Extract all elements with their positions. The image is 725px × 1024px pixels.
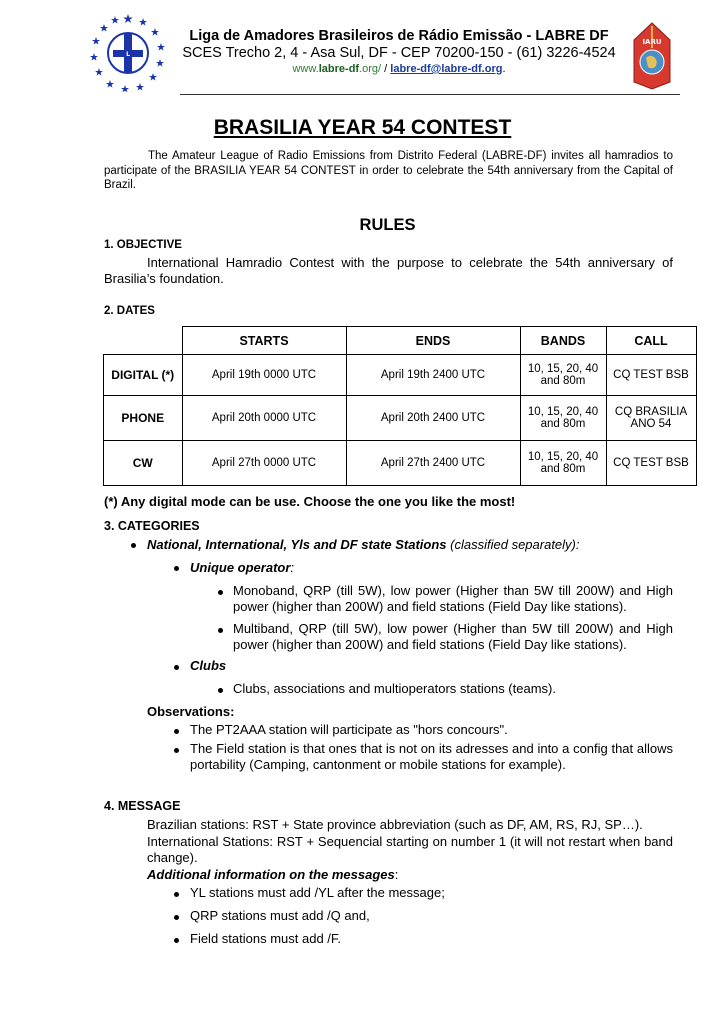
observation-item: The Field station is that ones that is not on its adresses and into a config that allows portability (Camping, cantonment or mobile stations for example). [190,741,673,772]
digital-mode-note: (*) Any digital mode can be use. Choose the one you like the most! [104,494,516,509]
message-rule-item: Field stations must add /F. [190,931,342,946]
category-unique-operator: Unique operator: [190,560,295,575]
observation-item: The PT2AAA station will participate as "hors concours". [190,722,508,737]
observations-label: Observations: [147,704,235,719]
bands-cell: 10, 15, 20, 40 and 80m [520,441,606,486]
international-stations-text: International Stations: RST + Sequencial starting on number 1 (it will not restart when band change). [147,834,673,865]
bullet [174,566,179,571]
intro-paragraph: The Amateur League of Radio Emissions from Distrito Federal (LABRE-DF) invites all hamradios to participate of the BRASILIA YEAR 54 CONTEST in order to celebrate the 54th anniversary from the Capital of Brazil. [104,150,673,191]
bullet [174,665,179,670]
bullet [174,748,179,753]
bands-cell: 10, 15, 20, 40 and 80m [520,355,606,396]
column-header-starts: STARTS [182,327,346,355]
multiband-item: Multiband, QRP (till 5W), low power (Higher than 5W till 200W) and High power (higher than 200W) and field stations (Field Day like stations). [233,621,673,652]
table-row [104,355,697,396]
bullet [131,543,136,548]
column-header-bands: BANDS [520,327,606,355]
message-heading: 4. MESSAGE [104,799,181,813]
starts-cell: April 27th 0000 UTC [182,441,346,486]
objective-text: International Hamradio Contest with the purpose to celebrate the 54th anniversary of Brasilia’s foundation. [104,255,673,286]
rules-heading: RULES [359,216,416,234]
monoband-item: Monoband, QRP (till 5W), low power (Higher than 5W till 200W) and High power (higher than 200W) and field stations (Field Day like stations). [233,583,673,614]
additional-info-label: Additional information on the messages: [147,867,399,882]
iaru-logo [632,22,672,90]
ends-cell: April 19th 2400 UTC [346,355,520,396]
organization-name: Liga de Amadores Brasileiros de Rádio Emissão - LABRE DF [189,28,609,44]
table-corner-cell [104,327,183,355]
table-header-row [104,327,697,355]
message-rule-item: QRP stations must add /Q and, [190,908,370,923]
bullet [174,729,179,734]
labre-logo [88,12,168,92]
bullet [218,590,223,595]
bullet [218,688,223,693]
contact-line: www.labre-df.org/ / labre-df@labre-df.org. [292,63,506,75]
bullet [174,915,179,920]
starts-cell: April 19th 0000 UTC [182,355,346,396]
svg-text:L: L [126,51,130,58]
dates-table [103,326,697,486]
message-rule-item: YL stations must add /YL after the message; [190,885,445,900]
row-label: PHONE [104,396,183,441]
row-label: DIGITAL (*) [104,355,183,396]
call-cell: CQ TEST BSB [606,355,696,396]
document-title: BRASILIA YEAR 54 CONTEST [213,116,512,139]
call-cell: CQ BRASILIA ANO 54 [606,396,696,441]
ends-cell: April 27th 2400 UTC [346,441,520,486]
category-national: National, International, Yls and DF state Stations (classified separately): [147,537,580,552]
starts-cell: April 20th 0000 UTC [182,396,346,441]
letterhead-text [172,28,626,77]
letterhead [88,12,696,96]
category-clubs: Clubs [190,658,227,673]
call-cell: CQ TEST BSB [606,441,696,486]
brazilian-stations-text: Brazilian stations: RST + State province abbreviation (such as DF, AM, RS, RJ, SP…). [147,817,643,832]
bands-cell: 10, 15, 20, 40 and 80m [520,396,606,441]
column-header-ends: ENDS [346,327,520,355]
objective-heading: 1. OBJECTIVE [104,239,182,251]
email-link[interactable]: labre-df@labre-df.org [390,63,503,75]
bullet [218,628,223,633]
dates-heading: 2. DATES [104,305,155,317]
categories-heading: 3. CATEGORIES [104,519,200,533]
website-link[interactable]: www.labre-df.org/ [292,63,382,75]
column-header-call: CALL [606,327,696,355]
table-row [104,396,697,441]
clubs-item: Clubs, associations and multioperators stations (teams). [233,681,556,696]
organization-address: SCES Trecho 2, 4 - Asa Sul, DF - CEP 70200-150 - (61) 3226-4524 [182,45,616,61]
table-row [104,441,697,486]
row-label: CW [104,441,183,486]
ends-cell: April 20th 2400 UTC [346,396,520,441]
bullet [174,892,179,897]
bullet [174,938,179,943]
svg-text:IARU: IARU [642,38,662,46]
header-divider [180,94,680,95]
